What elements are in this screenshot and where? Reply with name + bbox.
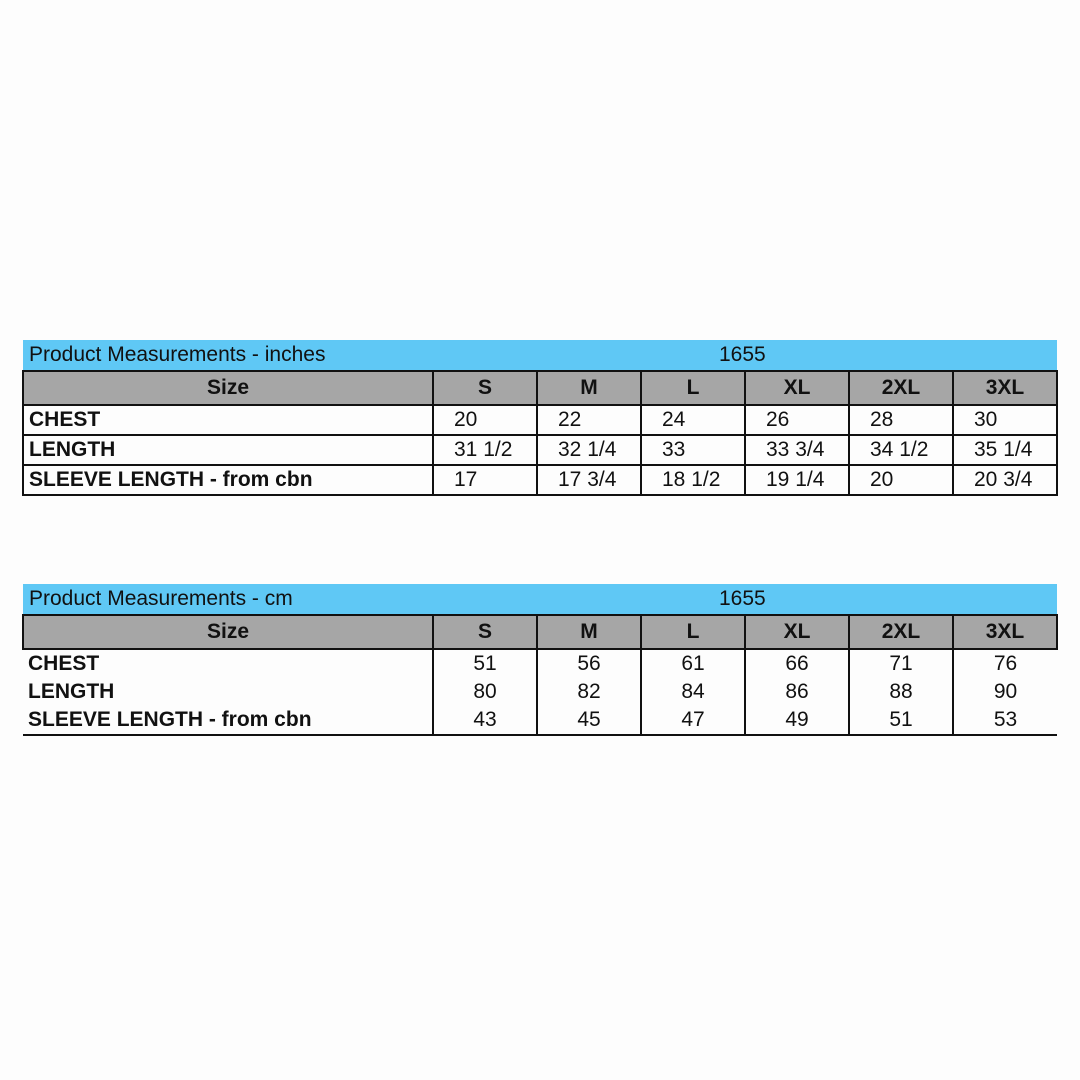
size-header-l: L [641, 371, 745, 405]
table-cell: 19 1/4 [745, 465, 849, 495]
row-label-chest: CHEST [23, 649, 433, 678]
inches-style-number: 1655 [433, 340, 1057, 371]
table-row [23, 465, 1057, 495]
table-cell: 49 [745, 706, 849, 735]
table-row [23, 405, 1057, 435]
size-column-header: Size [23, 371, 433, 405]
cm-header-row [23, 615, 1057, 649]
size-header-3xl: 3XL [953, 371, 1057, 405]
row-label-length: LENGTH [23, 678, 433, 706]
table-cell: 43 [433, 706, 537, 735]
size-header-2xl: 2XL [849, 615, 953, 649]
size-header-s: S [433, 615, 537, 649]
table-cell: 82 [537, 678, 641, 706]
table-cell: 18 1/2 [641, 465, 745, 495]
table-cell: 35 1/4 [953, 435, 1057, 465]
row-label-sleeve-length: SLEEVE LENGTH - from cbn [23, 465, 433, 495]
cm-measurement-table [22, 584, 1058, 736]
table-cell: 88 [849, 678, 953, 706]
table-cell: 20 [849, 465, 953, 495]
size-header-xl: XL [745, 371, 849, 405]
table-cell: 30 [953, 405, 1057, 435]
size-header-m: M [537, 371, 641, 405]
table-cell: 20 [433, 405, 537, 435]
table-cell: 76 [953, 649, 1057, 678]
table-cell: 28 [849, 405, 953, 435]
size-column-header: Size [23, 615, 433, 649]
table-cell: 22 [537, 405, 641, 435]
table-row [23, 435, 1057, 465]
table-cell: 33 [641, 435, 745, 465]
size-header-xl: XL [745, 615, 849, 649]
size-header-2xl: 2XL [849, 371, 953, 405]
table-cell: 31 1/2 [433, 435, 537, 465]
row-label-chest: CHEST [23, 405, 433, 435]
table-cell: 56 [537, 649, 641, 678]
inches-measurement-table [22, 340, 1058, 496]
table-row [23, 678, 1057, 706]
cm-table-title: Product Measurements - cm [23, 584, 433, 615]
table-cell: 66 [745, 649, 849, 678]
row-label-sleeve-length: SLEEVE LENGTH - from cbn [23, 706, 433, 735]
inches-table-title: Product Measurements - inches [23, 340, 433, 371]
table-cell: 61 [641, 649, 745, 678]
table-cell: 51 [849, 706, 953, 735]
size-header-m: M [537, 615, 641, 649]
table-cell: 33 3/4 [745, 435, 849, 465]
table-cell: 45 [537, 706, 641, 735]
table-cell: 80 [433, 678, 537, 706]
table-cell: 47 [641, 706, 745, 735]
inches-header-row [23, 371, 1057, 405]
table-cell: 71 [849, 649, 953, 678]
table-cell: 26 [745, 405, 849, 435]
cm-style-number: 1655 [433, 584, 1057, 615]
table-cell: 34 1/2 [849, 435, 953, 465]
table-cell: 90 [953, 678, 1057, 706]
table-cell: 20 3/4 [953, 465, 1057, 495]
cm-table-banner [23, 584, 1057, 615]
table-cell: 53 [953, 706, 1057, 735]
table-cell: 32 1/4 [537, 435, 641, 465]
row-label-length: LENGTH [23, 435, 433, 465]
table-cell: 17 [433, 465, 537, 495]
table-cell: 17 3/4 [537, 465, 641, 495]
size-header-3xl: 3XL [953, 615, 1057, 649]
table-row [23, 706, 1057, 735]
table-cell: 84 [641, 678, 745, 706]
inches-table-banner [23, 340, 1057, 371]
table-row [23, 649, 1057, 678]
size-header-s: S [433, 371, 537, 405]
size-header-l: L [641, 615, 745, 649]
table-cell: 24 [641, 405, 745, 435]
table-cell: 86 [745, 678, 849, 706]
table-cell: 51 [433, 649, 537, 678]
